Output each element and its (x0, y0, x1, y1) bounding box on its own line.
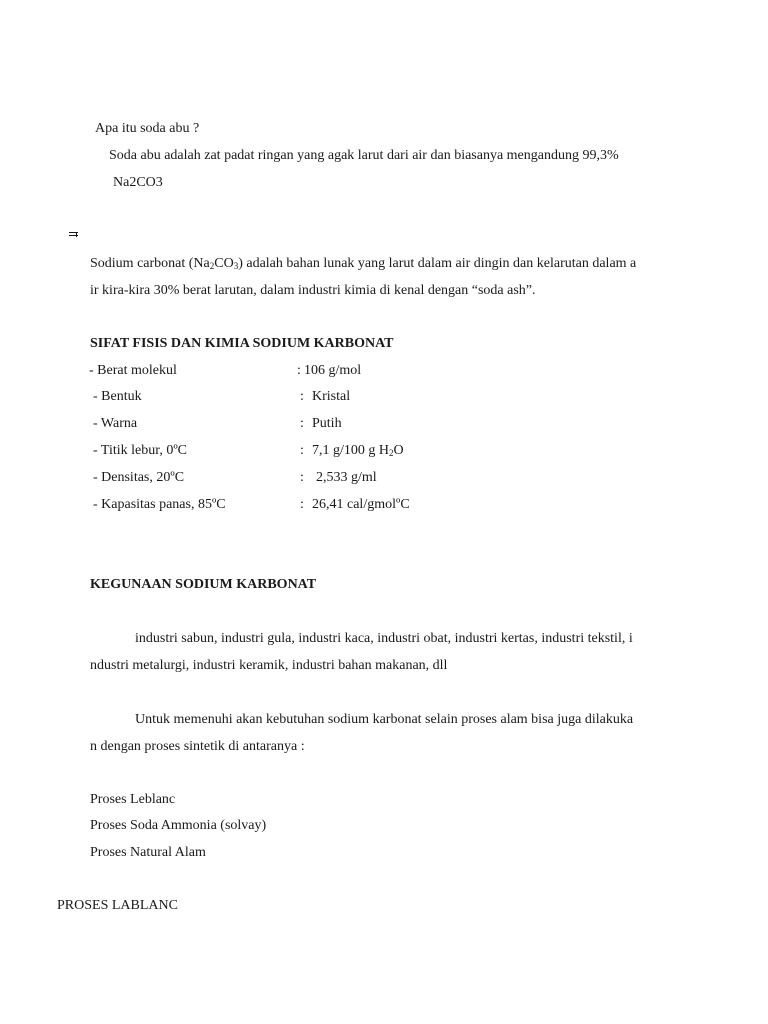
property-label: - Kapasitas panas, 85ºC (93, 497, 226, 512)
property-value (312, 444, 404, 458)
property-value: 106 g/mol (304, 363, 362, 378)
definition-subscript-2: 3 (233, 261, 239, 271)
definition-line-1 (90, 257, 636, 271)
property-colon: : (300, 416, 304, 431)
synthesis-line-1: Untuk memenuhi akan kebutuhan sodium karbonat selain proses alam bisa juga dilakuka (135, 712, 634, 727)
property-label: - Warna (93, 416, 138, 431)
properties-heading: SIFAT FISIS DAN KIMIA SODIUM KARBONAT (90, 336, 394, 351)
property-value: Putih (312, 416, 342, 431)
property-value-subscript: 2 (389, 448, 394, 458)
definition-line-2: ir kira-kira 30% berat larutan, dalam industri kimia di kenal dengan “soda ash”. (90, 283, 536, 298)
intro-question: Apa itu soda abu ? (95, 121, 200, 136)
property-colon: : (300, 470, 304, 485)
property-label: - Berat molekul (89, 363, 177, 378)
process-list-item: Proses Soda Ammonia (solvay) (90, 818, 267, 833)
property-value-text: 7,1 g/100 g H (312, 443, 389, 458)
property-value-text-end: O (393, 443, 404, 458)
property-value: 2,533 g/ml (316, 470, 377, 485)
property-value: Kristal (312, 389, 351, 404)
uses-line-2: ndustri metalurgi, industri keramik, industri bahan makanan, dll (90, 658, 448, 673)
uses-heading: KEGUNAAN SODIUM KARBONAT (90, 577, 317, 592)
section-title: PROSES LABLANC (57, 898, 178, 913)
definition-text-a: Sodium carbonat (Na (90, 256, 210, 271)
property-label: - Bentuk (93, 389, 142, 404)
synthesis-line-2: n dengan proses sintetik di antaranya : (90, 739, 305, 754)
definition-text-b: CO (214, 256, 234, 271)
property-colon: : (297, 363, 301, 378)
definition-subscript-1: 2 (209, 261, 215, 271)
property-value: 26,41 cal/gmolºC (312, 497, 410, 512)
property-label: - Titik lebur, 0ºC (93, 443, 188, 458)
intro-answer-line-1: Soda abu adalah zat padat ringan yang agak larut dari air dan biasanya mengandung 99,3% (109, 148, 619, 163)
property-label: - Densitas, 20ºC (93, 470, 185, 485)
property-colon: : (300, 443, 304, 458)
anchor-mark-icon (69, 232, 78, 237)
property-colon: : (300, 497, 304, 512)
uses-line-1: industri sabun, industri gula, industri kaca, industri obat, industri kertas, industri tekstil, i (135, 631, 633, 646)
property-colon: : (300, 389, 304, 404)
definition-text-c: ) adalah bahan lunak yang larut dalam air dingin dan kelarutan dalam a (238, 256, 637, 271)
intro-answer-line-2: Na2CO3 (113, 175, 163, 190)
process-list-item: Proses Leblanc (90, 792, 176, 807)
process-list-item: Proses Natural Alam (90, 845, 206, 860)
